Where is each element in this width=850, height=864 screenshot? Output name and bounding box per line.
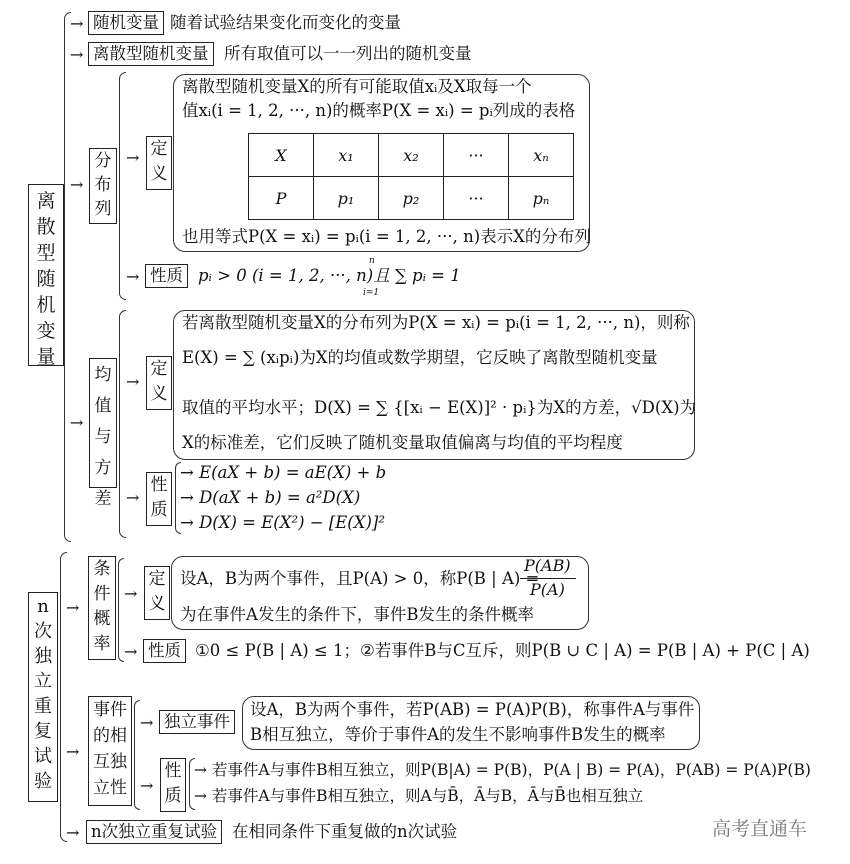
table-cell: ··· <box>444 177 509 220</box>
dist-brace <box>119 72 126 300</box>
sum-top: n <box>369 256 375 266</box>
root2-label: n次独立重复试验 <box>34 596 52 792</box>
arrow-icon: → <box>140 776 154 795</box>
cond-def-label: 定义 <box>148 569 166 614</box>
mv-def-line4: X的标准差，它们反映了随机变量取值偏离与均值的平均程度 <box>182 433 623 452</box>
nrep-label: n次独立重复试验 <box>86 820 222 844</box>
dist-def-line1: 离散型随机变量X的所有可能取值xᵢ及X取每一个 <box>182 77 532 96</box>
cond-def-line2: 为在事件A发生的条件下，事件B发生的条件概率 <box>180 605 535 624</box>
indep-label: 事件的相互独立性 <box>93 700 127 798</box>
rv-def: 随着试验结果变化而变化的变量 <box>170 13 401 32</box>
mv-brace <box>119 310 126 538</box>
rv-label: 随机变量 <box>88 11 164 35</box>
dist-def-label: 定义 <box>150 139 168 184</box>
arrow-icon: → <box>66 742 80 761</box>
arrow-icon: → <box>124 584 138 603</box>
dist-label: 分布列 <box>94 151 112 219</box>
table-cell: x₂ <box>379 134 444 177</box>
indep-def-line1: 设A，B为两个事件，若P(AB) = P(A)P(B)，称事件A与事件 <box>250 700 695 719</box>
frac-num: P(AB) <box>524 556 571 575</box>
indep-prop-label: 性质 <box>164 761 182 806</box>
frac-line <box>520 578 576 579</box>
root2-brace <box>60 552 67 842</box>
drv-def: 所有取值可以一一列出的随机变量 <box>224 44 472 63</box>
arrow-icon: → <box>126 372 140 391</box>
mv-def-line2: E(X) = ∑ (xᵢpᵢ)为X的均值或数学期望，它反映了离散型随机变量 <box>182 348 658 367</box>
indep-prop-1: → 若事件A与事件B相互独立，则P(B|A) = P(B)，P(A | B) = P(A)，P(AB) = P(A)P(B) <box>194 761 811 779</box>
watermark: 高考直通车 <box>712 818 808 840</box>
arrow-icon: → <box>70 45 84 64</box>
indep-def-label: 独立事件 <box>159 710 235 734</box>
mv-prop-3: → D(X) = E(X²) − [E(X)]² <box>180 513 385 532</box>
mv-label: 均值与方差 <box>94 365 112 509</box>
table-cell: xₙ <box>509 134 574 177</box>
dist-def-line2: 值xᵢ(i = 1, 2, ···, n)的概率P(X = xᵢ) = pᵢ列成的表格 <box>182 101 576 120</box>
dist-prop-label: 性质 <box>145 264 188 288</box>
cond-prop-text: ①0 ≤ P(B | A) ≤ 1；②若事件B与C互斥，则P(B ∪ C | A) = P(B | A) + P(C | A) <box>195 641 810 660</box>
cond-label: 条件概率 <box>93 559 111 654</box>
arrow-icon: → <box>66 823 80 842</box>
table-cell: P <box>249 177 314 220</box>
mv-def-line3: 取值的平均水平；D(X) = ∑ {[xᵢ − E(X)]² · pᵢ}为X的方差，√D(X)为 <box>182 398 697 417</box>
table-cell: X <box>249 134 314 177</box>
table-cell: pₙ <box>509 177 574 220</box>
arrow-icon: → <box>126 488 140 507</box>
frac-den: P(A) <box>530 580 565 599</box>
root1-brace <box>64 12 71 542</box>
mv-def-label: 定义 <box>150 359 168 404</box>
arrow-icon: → <box>126 267 140 286</box>
arrow-icon: → <box>124 642 138 661</box>
table-cell: p₂ <box>379 177 444 220</box>
dist-prop-text: pᵢ > 0 (i = 1, 2, ···, n)且 ∑ pᵢ = 1 <box>198 266 461 285</box>
drv-label: 离散型随机变量 <box>88 42 214 66</box>
table-cell: ··· <box>444 134 509 177</box>
cond-def-line1: 设A，B为两个事件，且P(A) > 0，称P(B | A) = <box>180 569 540 588</box>
dist-def-line3: 也用等式P(X = xᵢ) = pᵢ(i = 1, 2, ···, n)表示X的分布列 <box>182 227 591 246</box>
mv-prop-label: 性质 <box>150 475 168 520</box>
arrow-icon: → <box>140 713 154 732</box>
root1-label: 离散型随机变量 <box>36 190 56 368</box>
arrow-icon: → <box>70 413 84 432</box>
arrow-icon: → <box>70 175 84 194</box>
mv-prop-2: → D(aX + b) = a²D(X) <box>180 488 361 507</box>
sum-bottom: i=1 <box>363 288 380 298</box>
table-cell: x₁ <box>314 134 379 177</box>
arrow-icon: → <box>70 14 84 33</box>
nrep-def: 在相同条件下重复做的n次试验 <box>232 822 458 841</box>
table-cell: p₁ <box>314 177 379 220</box>
mv-prop-1: → E(aX + b) = aE(X) + b <box>180 463 387 482</box>
distribution-table <box>248 133 574 220</box>
indep-def-line2: B相互独立，等价于事件A的发生不影响事件B发生的概率 <box>250 725 666 744</box>
mv-def-line1: 若离散型随机变量X的分布列为P(X = xᵢ) = pᵢ(i = 1, 2, ···, n)，则称 <box>182 313 690 332</box>
arrow-icon: → <box>66 598 80 617</box>
cond-prop-label: 性质 <box>143 639 186 663</box>
arrow-icon: → <box>126 148 140 167</box>
indep-prop-2: → 若事件A与事件B相互独立，则A与B̄，Ā与B，Ā与B̄也相互独立 <box>194 787 644 805</box>
